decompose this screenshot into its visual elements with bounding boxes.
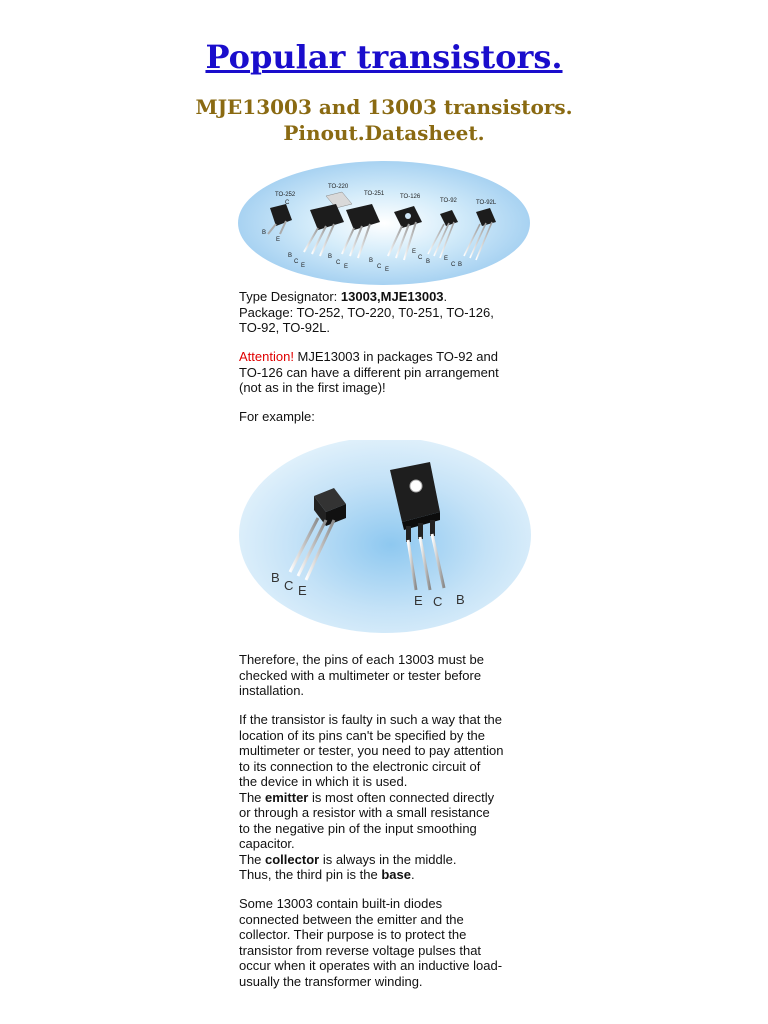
label-to251: TO-251 <box>364 191 385 197</box>
image2-background <box>239 440 531 633</box>
faulty-paragraph: If the transistor is faulty in such a way that the location of its pins can't be specified by the multimeter or tester, you need to pay attention to its connection to the electronic circuit of the device in which it is used. The emitter is most often connected directly or through a resistor with a small resistance to the negative pin of the input smoothing capacitor. The collector is always in the middle. Thus, the third pin is the base. <box>239 712 531 883</box>
base-line: Thus, the third pin is the base. <box>239 867 415 882</box>
left-pin-label-1: B <box>271 570 280 585</box>
svg-text:C: C <box>377 264 382 270</box>
label-to220: TO-220 <box>328 184 349 190</box>
svg-text:B: B <box>426 259 431 265</box>
left-pin-label-2: C <box>284 578 294 593</box>
base-term: base <box>381 867 411 882</box>
label-to92: TO-92 <box>440 198 457 204</box>
subtitle-line-2: Pinout.Datasheet. <box>283 121 485 145</box>
page-subtitle <box>0 94 768 146</box>
svg-text:C: C <box>285 200 290 206</box>
package-line: Package: TO-252, TO-220, T0-251, TO-126, <box>239 304 494 320</box>
svg-text:E: E <box>344 264 349 270</box>
svg-text:C: C <box>451 262 456 268</box>
collector-line: The collector is always in the middle. <box>239 851 457 867</box>
transistor-packages-image <box>238 160 530 286</box>
type-info <box>239 289 531 336</box>
right-pin-label-2: C <box>433 594 443 609</box>
svg-text:E: E <box>444 256 449 262</box>
label-to126: TO-126 <box>400 194 421 200</box>
svg-text:C: C <box>336 260 341 266</box>
svg-text:C: C <box>294 259 299 265</box>
label-to92l: TO-92L <box>476 200 497 206</box>
svg-text:B: B <box>328 254 333 260</box>
pinout-example-image <box>238 440 532 640</box>
label-to252: TO-252 <box>275 192 296 198</box>
svg-text:E: E <box>276 237 281 243</box>
subtitle-line-1: MJE13003 and 13003 transistors. <box>195 95 573 119</box>
left-pin-label-3: E <box>298 583 307 598</box>
emitter-line: The emitter is most often connected directly <box>239 789 495 805</box>
right-pin-label-3: B <box>456 592 465 607</box>
attention-label: Attention! <box>239 349 294 364</box>
svg-text:B: B <box>262 230 267 236</box>
emitter-term: emitter <box>265 789 309 805</box>
attention-paragraph: Attention! MJE13003 in packages TO-92 and TO-126 can have a different pin arrangement (not as in the first image)! <box>239 349 499 395</box>
diodes-paragraph: Some 13003 contain built-in diodes connected between the emitter and the collector. Their purpose is to protect the transistor from reverse voltage pulses that occur when it operates with an inductive load- usually the transformer winding. <box>239 896 503 989</box>
svg-text:E: E <box>385 267 390 273</box>
check-paragraph: Therefore, the pins of each 13003 must be checked with a multimeter or tester before installation. <box>239 652 484 698</box>
svg-text:E: E <box>301 263 306 269</box>
type-designator-line: Type Designator: 13003,MJE13003. <box>239 289 448 304</box>
example-label: For example: <box>239 409 315 424</box>
package-line-2: TO-92, TO-92L. <box>239 320 331 335</box>
right-pin-label-1: E <box>414 593 423 608</box>
site-title-link[interactable]: Popular transistors. <box>205 38 563 76</box>
svg-text:B: B <box>288 253 293 259</box>
svg-text:B: B <box>369 258 374 264</box>
svg-text:B: B <box>458 262 463 268</box>
collector-term: collector <box>265 851 320 867</box>
type-designator-value: 13003,MJE13003 <box>340 289 444 304</box>
svg-text:E: E <box>412 249 417 255</box>
svg-text:C: C <box>418 255 423 261</box>
